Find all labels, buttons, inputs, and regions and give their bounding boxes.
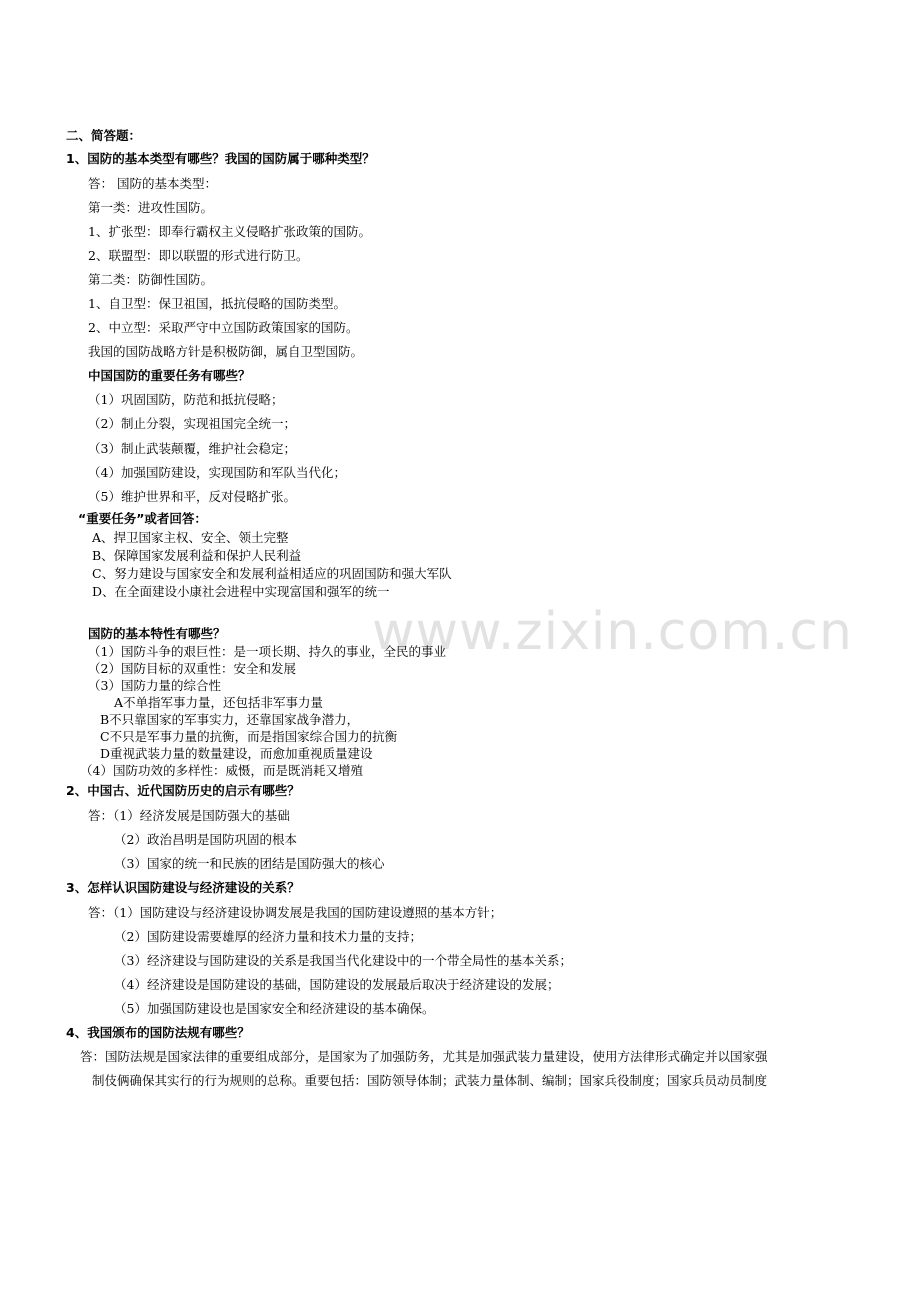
q3-answer: （5）加强国防建设也是国家安全和经济建设的基本确保。 — [114, 1001, 435, 1016]
q2-answer: （2）政治昌明是国防巩固的根本 — [114, 832, 297, 847]
alt-task-item: B、保障国家发展利益和保护人民利益 — [92, 548, 302, 563]
q1-type2-a: 1、自卫型：保卫祖国，抵抗侵略的国防类型。 — [88, 296, 346, 311]
q1-type1: 第一类：进攻性国防。 — [88, 200, 214, 215]
alt-task-item: C、努力建设与国家安全和发展利益相适应的巩固国防和强大军队 — [92, 566, 452, 581]
question-3: 3、怎样认识国防建设与经济建设的关系？ — [66, 880, 300, 895]
q1-answer-intro: 答： 国防的基本类型： — [88, 176, 217, 191]
task-item: （3）制止武装颠覆，维护社会稳定； — [88, 441, 296, 456]
q1-type1-b: 2、联盟型：即以联盟的形式进行防卫。 — [88, 248, 309, 263]
trait-sub-item: A不单指军事力量，还包括非军事力量 — [114, 695, 324, 710]
task-item: （5）维护世界和平，反对侵略扩张。 — [88, 489, 296, 504]
q3-answer: （4）经济建设是国防建设的基础，国防建设的发展最后取决于经济建设的发展； — [114, 977, 560, 992]
alt-task-item: A、捍卫国家主权、安全、领土完整 — [92, 530, 289, 545]
tasks-title: 中国国防的重要任务有哪些？ — [88, 368, 251, 383]
trait-item: （3）国防力量的综合性 — [88, 678, 221, 693]
q2-answer: 答：（1）经济发展是国防强大的基础 — [88, 808, 290, 823]
question-1: 1、国防的基本类型有哪些？我国的国防属于哪种类型？ — [66, 151, 375, 166]
trait-item: （4）国防功效的多样性：威慑，而是既消耗又增殖 — [80, 763, 363, 778]
q2-answer: （3）国家的统一和民族的团结是国防强大的核心 — [114, 856, 385, 871]
task-item: （4）加强国防建设，实现国防和军队当代化； — [88, 465, 346, 480]
q1-type2: 第二类：防御性国防。 — [88, 272, 214, 287]
task-item: （2）制止分裂，实现祖国完全统一； — [88, 416, 296, 431]
q4-answer-line: 制伎俩确保其实行的行为规则的总称。重要包括：国防领导体制；武装力量体制、编制；国家兵役制度；国家兵员动员制度 — [92, 1073, 768, 1088]
trait-sub-item: D重视武装力量的数量建设，而愈加重视质量建设 — [100, 746, 373, 761]
q1-type2-b: 2、中立型：采取严守中立国防政策国家的国防。 — [88, 320, 359, 335]
task-item: （1）巩固国防，防范和抵抗侵略； — [88, 392, 284, 407]
q1-conclusion: 我国的国防战略方针是积极防御，属自卫型国防。 — [88, 344, 364, 359]
trait-item: （1）国防斗争的艰巨性：是一项长期、持久的事业，全民的事业 — [88, 644, 446, 659]
alt-tasks-title: “重要任务”或者回答： — [78, 511, 207, 526]
trait-item: （2）国防目标的双重性：安全和发展 — [88, 661, 296, 676]
q1-type1-a: 1、扩张型：即奉行霸权主义侵略扩张政策的国防。 — [88, 224, 371, 239]
alt-task-item: D、在全面建设小康社会进程中实现富国和强军的统一 — [92, 584, 390, 599]
trait-sub-item: B不只靠国家的军事实力，还靠国家战争潜力， — [100, 712, 360, 727]
section-title: 二、简答题： — [66, 128, 142, 143]
trait-sub-item: C不只是军事力量的抗衡，而是指国家综合国力的抗衡 — [100, 729, 398, 744]
q4-answer-line: 答：国防法规是国家法律的重要组成部分，是国家为了加强防务，尤其是加强武装力量建设，使用方法律形式确定并以国家强 — [80, 1049, 768, 1064]
q3-answer: 答：（1）国防建设与经济建设协调发展是我国的国防建设遵照的基本方针； — [88, 905, 503, 920]
question-4: 4、我国颁布的国防法规有哪些？ — [66, 1025, 250, 1040]
watermark: www.zixin.com.cn — [372, 602, 853, 662]
q3-answer: （2）国防建设需要雄厚的经济力量和技术力量的支持； — [114, 929, 422, 944]
q3-answer: （3）经济建设与国防建设的关系是我国当代化建设中的一个带全局性的基本关系； — [114, 953, 572, 968]
question-2: 2、中国古、近代国防历史的启示有哪些？ — [66, 783, 300, 798]
traits-title: 国防的基本特性有哪些？ — [88, 626, 226, 641]
